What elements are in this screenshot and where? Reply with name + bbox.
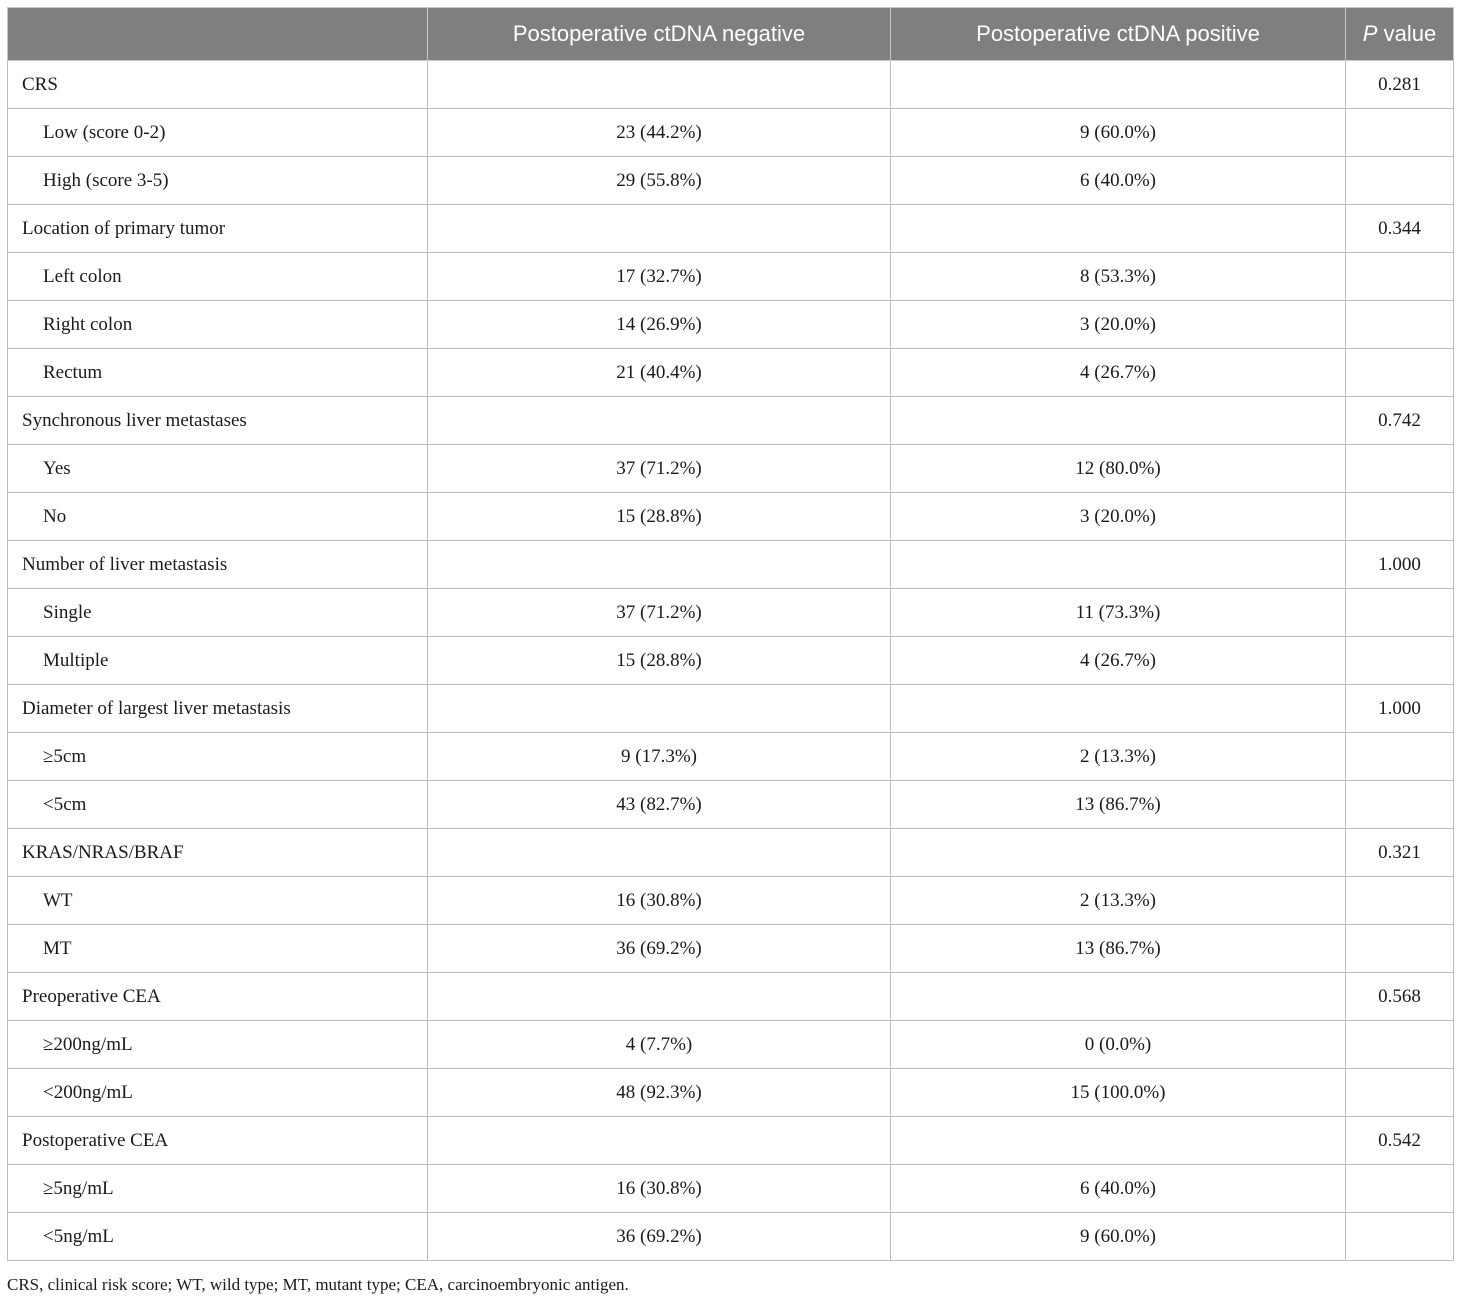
ctdna-negative-cell: 29 (55.8%) bbox=[428, 157, 891, 205]
ctdna-negative-cell bbox=[428, 541, 891, 589]
p-value-cell bbox=[1346, 253, 1454, 301]
row-label-cell: Left colon bbox=[8, 253, 428, 301]
table-row-subcategory bbox=[8, 1021, 1454, 1069]
ctdna-positive-cell: 6 (40.0%) bbox=[891, 1165, 1346, 1213]
ctdna-positive-cell: 13 (86.7%) bbox=[891, 925, 1346, 973]
ctdna-negative-cell bbox=[428, 1117, 891, 1165]
row-label-cell: ≥5ng/mL bbox=[8, 1165, 428, 1213]
table-row-subcategory bbox=[8, 157, 1454, 205]
p-value-cell bbox=[1346, 349, 1454, 397]
ctdna-negative-cell: 15 (28.8%) bbox=[428, 637, 891, 685]
ctdna-positive-cell: 13 (86.7%) bbox=[891, 781, 1346, 829]
table-row-subcategory bbox=[8, 253, 1454, 301]
ctdna-negative-cell: 17 (32.7%) bbox=[428, 253, 891, 301]
p-value-cell: 0.542 bbox=[1346, 1117, 1454, 1165]
ctdna-negative-cell bbox=[428, 397, 891, 445]
p-value-cell bbox=[1346, 301, 1454, 349]
table-row-subcategory bbox=[8, 301, 1454, 349]
table-row-variable bbox=[8, 829, 1454, 877]
row-label-cell: No bbox=[8, 493, 428, 541]
p-value-cell: 1.000 bbox=[1346, 541, 1454, 589]
p-value-cell bbox=[1346, 781, 1454, 829]
row-label-cell: Yes bbox=[8, 445, 428, 493]
p-value-cell bbox=[1346, 1213, 1454, 1261]
table-row-variable bbox=[8, 61, 1454, 109]
ctdna-negative-cell bbox=[428, 61, 891, 109]
ctdna-positive-cell: 12 (80.0%) bbox=[891, 445, 1346, 493]
table-row-variable bbox=[8, 397, 1454, 445]
row-label-cell: KRAS/NRAS/BRAF bbox=[8, 829, 428, 877]
ctdna-negative-cell bbox=[428, 685, 891, 733]
ctdna-negative-cell: 43 (82.7%) bbox=[428, 781, 891, 829]
ctdna-positive-cell bbox=[891, 205, 1346, 253]
table-row-variable bbox=[8, 1117, 1454, 1165]
row-label-cell: Diameter of largest liver metastasis bbox=[8, 685, 428, 733]
table-row-variable bbox=[8, 541, 1454, 589]
row-label-cell: Synchronous liver metastases bbox=[8, 397, 428, 445]
table-row-subcategory bbox=[8, 1165, 1454, 1213]
p-value-cell bbox=[1346, 109, 1454, 157]
ctdna-negative-cell bbox=[428, 973, 891, 1021]
ctdna-negative-cell: 15 (28.8%) bbox=[428, 493, 891, 541]
ctdna-negative-cell: 4 (7.7%) bbox=[428, 1021, 891, 1069]
table-row-subcategory bbox=[8, 589, 1454, 637]
p-value-cell bbox=[1346, 589, 1454, 637]
ctdna-positive-cell: 0 (0.0%) bbox=[891, 1021, 1346, 1069]
row-label-cell: Preoperative CEA bbox=[8, 973, 428, 1021]
header-ctdna-positive: Postoperative ctDNA positive bbox=[891, 8, 1346, 61]
header-ctdna-negative: Postoperative ctDNA negative bbox=[428, 8, 891, 61]
ctdna-positive-cell: 6 (40.0%) bbox=[891, 157, 1346, 205]
p-value-cell bbox=[1346, 877, 1454, 925]
p-value-cell bbox=[1346, 1021, 1454, 1069]
p-value-word: value bbox=[1377, 21, 1437, 46]
ctdna-positive-cell bbox=[891, 1117, 1346, 1165]
p-value-cell: 1.000 bbox=[1346, 685, 1454, 733]
table-row-subcategory bbox=[8, 733, 1454, 781]
ctdna-positive-cell bbox=[891, 61, 1346, 109]
row-label-cell: MT bbox=[8, 925, 428, 973]
row-label-cell: <5ng/mL bbox=[8, 1213, 428, 1261]
ctdna-negative-cell: 16 (30.8%) bbox=[428, 1165, 891, 1213]
row-label-cell: Right colon bbox=[8, 301, 428, 349]
p-value-cell bbox=[1346, 637, 1454, 685]
data-table bbox=[7, 7, 1454, 1261]
p-value-cell bbox=[1346, 1165, 1454, 1213]
table-footnote: CRS, clinical risk score; WT, wild type; MT, mutant type; CEA, carcinoembryonic antigen. bbox=[7, 1275, 629, 1294]
ctdna-positive-cell bbox=[891, 973, 1346, 1021]
table-body bbox=[8, 61, 1454, 1261]
ctdna-positive-cell: 4 (26.7%) bbox=[891, 637, 1346, 685]
ctdna-negative-cell: 37 (71.2%) bbox=[428, 589, 891, 637]
row-label-cell: <200ng/mL bbox=[8, 1069, 428, 1117]
ctdna-negative-cell bbox=[428, 205, 891, 253]
ctdna-negative-cell: 36 (69.2%) bbox=[428, 1213, 891, 1261]
ctdna-negative-cell: 16 (30.8%) bbox=[428, 877, 891, 925]
row-label-cell: Postoperative CEA bbox=[8, 1117, 428, 1165]
p-value-cell bbox=[1346, 733, 1454, 781]
ctdna-negative-cell: 48 (92.3%) bbox=[428, 1069, 891, 1117]
ctdna-positive-cell: 9 (60.0%) bbox=[891, 109, 1346, 157]
ctdna-positive-cell bbox=[891, 397, 1346, 445]
ctdna-positive-cell: 9 (60.0%) bbox=[891, 1213, 1346, 1261]
table-row-subcategory bbox=[8, 1069, 1454, 1117]
p-value-cell: 0.281 bbox=[1346, 61, 1454, 109]
ctdna-negative-cell: 14 (26.9%) bbox=[428, 301, 891, 349]
table-row-subcategory bbox=[8, 445, 1454, 493]
table-header bbox=[8, 8, 1454, 61]
p-value-cell bbox=[1346, 493, 1454, 541]
p-value-cell: 0.344 bbox=[1346, 205, 1454, 253]
ctdna-negative-cell: 23 (44.2%) bbox=[428, 109, 891, 157]
row-label-cell: Single bbox=[8, 589, 428, 637]
table-row-subcategory bbox=[8, 877, 1454, 925]
table-row-variable bbox=[8, 973, 1454, 1021]
row-label-cell: Location of primary tumor bbox=[8, 205, 428, 253]
row-label-cell: High (score 3-5) bbox=[8, 157, 428, 205]
p-value-cell bbox=[1346, 445, 1454, 493]
ctdna-positive-cell: 3 (20.0%) bbox=[891, 301, 1346, 349]
ctdna-positive-cell: 11 (73.3%) bbox=[891, 589, 1346, 637]
row-label-cell: Number of liver metastasis bbox=[8, 541, 428, 589]
ctdna-positive-cell: 8 (53.3%) bbox=[891, 253, 1346, 301]
p-value-cell: 0.568 bbox=[1346, 973, 1454, 1021]
table-row-subcategory bbox=[8, 109, 1454, 157]
row-label-cell: Rectum bbox=[8, 349, 428, 397]
ctdna-positive-cell bbox=[891, 829, 1346, 877]
header-row bbox=[8, 8, 1454, 61]
ctdna-positive-cell bbox=[891, 541, 1346, 589]
table-row-subcategory bbox=[8, 781, 1454, 829]
row-label-cell: WT bbox=[8, 877, 428, 925]
ctdna-positive-cell: 15 (100.0%) bbox=[891, 1069, 1346, 1117]
row-label-cell: ≥5cm bbox=[8, 733, 428, 781]
row-label-cell: <5cm bbox=[8, 781, 428, 829]
table-row-subcategory bbox=[8, 493, 1454, 541]
table-row-subcategory bbox=[8, 925, 1454, 973]
ctdna-positive-cell: 2 (13.3%) bbox=[891, 733, 1346, 781]
row-label-cell: Multiple bbox=[8, 637, 428, 685]
ctdna-positive-cell: 3 (20.0%) bbox=[891, 493, 1346, 541]
ctdna-positive-cell: 2 (13.3%) bbox=[891, 877, 1346, 925]
table-row-variable bbox=[8, 205, 1454, 253]
table-row-subcategory bbox=[8, 637, 1454, 685]
ctdna-negative-cell: 9 (17.3%) bbox=[428, 733, 891, 781]
p-value-cell bbox=[1346, 157, 1454, 205]
row-label-cell: ≥200ng/mL bbox=[8, 1021, 428, 1069]
ctdna-negative-cell: 21 (40.4%) bbox=[428, 349, 891, 397]
ctdna-negative-cell bbox=[428, 829, 891, 877]
ctdna-positive-cell: 4 (26.7%) bbox=[891, 349, 1346, 397]
table-row-variable bbox=[8, 685, 1454, 733]
table-row-subcategory bbox=[8, 349, 1454, 397]
p-value-cell: 0.321 bbox=[1346, 829, 1454, 877]
table-row-subcategory bbox=[8, 1213, 1454, 1261]
row-label-cell: Low (score 0-2) bbox=[8, 109, 428, 157]
row-label-cell: CRS bbox=[8, 61, 428, 109]
p-value-cell: 0.742 bbox=[1346, 397, 1454, 445]
ctdna-negative-cell: 36 (69.2%) bbox=[428, 925, 891, 973]
header-variable bbox=[8, 8, 428, 61]
ctdna-negative-cell: 37 (71.2%) bbox=[428, 445, 891, 493]
p-symbol: P bbox=[1362, 21, 1378, 46]
p-value-cell bbox=[1346, 925, 1454, 973]
p-value-cell bbox=[1346, 1069, 1454, 1117]
header-p-value bbox=[1346, 8, 1454, 61]
ctdna-positive-cell bbox=[891, 685, 1346, 733]
